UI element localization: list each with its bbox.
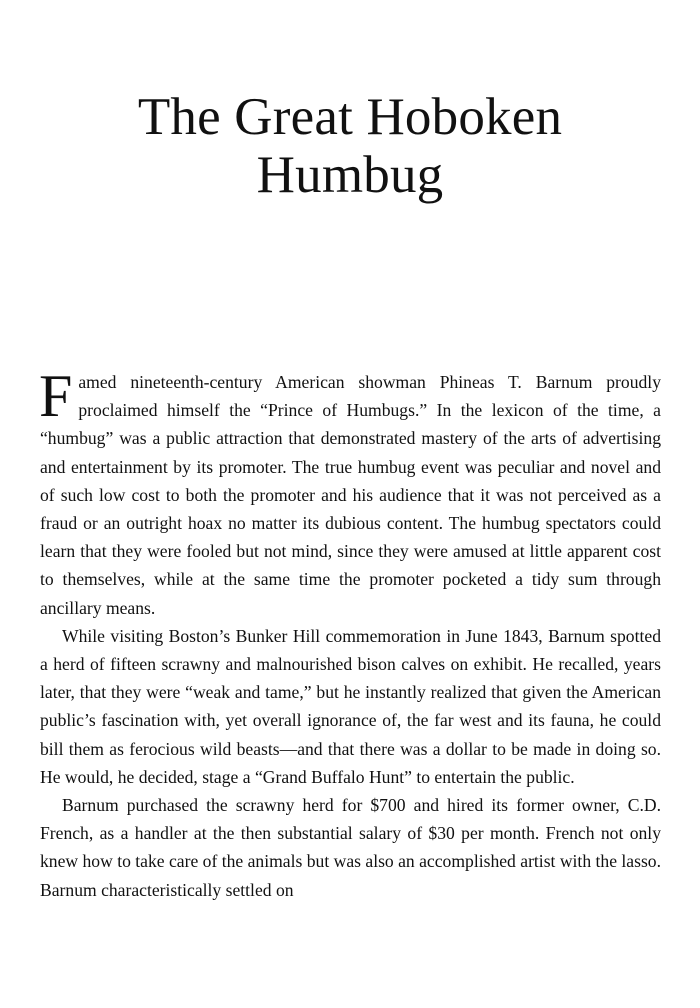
chapter-body (39, 363, 661, 904)
paragraph-2: While visiting Boston’s Bunker Hill commemoration in June 1843, Barnum spotted a herd of fifteen scrawny and malnourished bison calves on exhibit. He recalled, years later, that they were “weak and tame,” but he instantly realized that given the American public’s fascination with, yet overall ignorance of, the far west and its fauna, he could bill them as ferocious wild beasts—and that there was a dollar to be made in doing so. He would, he decided, stage a “Grand Buffalo Hunt” to entertain the public. (40, 625, 661, 787)
paragraph-3: Barnum purchased the scrawny herd for $700 and hired its former owner, C.D. French, as a handler at the then substantial salary of $30 per month. French not only knew how to take care of the animals but was also an accomplished artist with the lasso. Barnum characteristically settled on (40, 795, 661, 900)
chapter-title: The Great Hoboken Humbug (137, 88, 563, 204)
paragraph-1-text: amed nineteenth-century American showman Phineas T. Barnum proudly proclaimed himself the “Prince of Humbugs.” In the lexicon of the time, a “humbug” was a public attraction that demonstrated mastery of the arts of advertising and entertainment by its promoter. The true humbug event was peculiar and novel and of such low cost to both the promoter and his audience that it was not perceived as a fraud or an outright hoax no matter its dubious content. The humbug spectators could learn that they were fooled but not mind, since they were amused at little apparent cost to themselves, while at the same time the promoter pocketed a tidy sum through ancillary means. (40, 372, 661, 618)
paragraph-1 (39, 363, 661, 622)
drop-cap-letter: F (39, 363, 73, 429)
